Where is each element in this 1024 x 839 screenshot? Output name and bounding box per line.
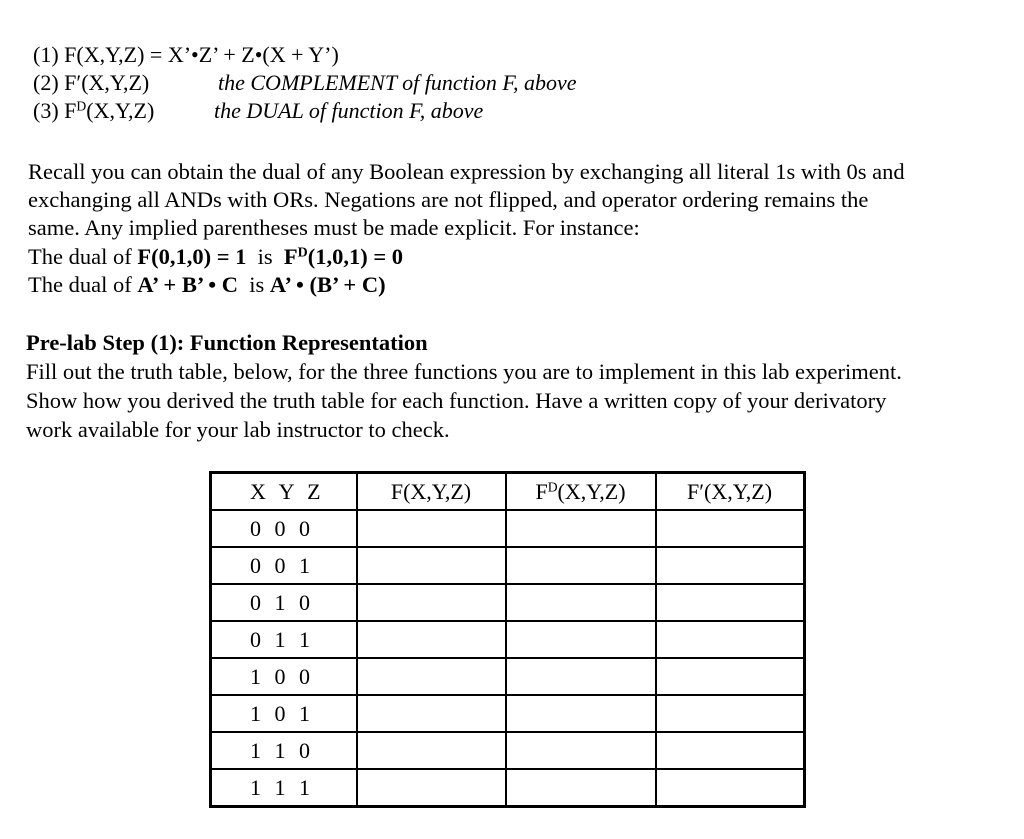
input-cell: 1 1 1	[211, 769, 357, 807]
dual-cell[interactable]	[506, 658, 656, 695]
function-number: (3)	[33, 98, 59, 123]
input-cell: 1 1 0	[211, 732, 357, 769]
dual-cell[interactable]	[506, 510, 656, 547]
function-def-2	[33, 70, 577, 96]
complement-cell[interactable]	[656, 695, 805, 732]
prelab-line-2: Show how you derived the truth table for each function. Have a written copy of your derivatory	[26, 388, 887, 413]
complement-cell[interactable]	[656, 769, 805, 807]
table-row	[211, 584, 805, 621]
dual-example-1: The dual of F(0,1,0) = 1 is $F^D(1,0,1) = 0$	[28, 244, 404, 269]
function-expression: = X’•Z’ + Z•(X + Y’)	[149, 42, 339, 67]
f-cell[interactable]	[357, 769, 506, 807]
function-description: the COMPLEMENT of function F, above	[218, 70, 577, 95]
input-cell: 0 1 1	[211, 621, 357, 658]
header-dual: $F^D(X,Y,Z)$	[506, 473, 656, 511]
dual-cell[interactable]	[506, 732, 656, 769]
table-row	[211, 695, 805, 732]
f-cell[interactable]	[357, 621, 506, 658]
function-def-1	[33, 42, 339, 68]
dual-cell[interactable]	[506, 695, 656, 732]
function-number: (2)	[33, 70, 59, 95]
table-row	[211, 510, 805, 547]
dual-cell[interactable]	[506, 547, 656, 584]
example-lhs: F(0,1,0) = 1	[137, 244, 247, 269]
table-row	[211, 547, 805, 584]
input-cell: 0 0 1	[211, 547, 357, 584]
input-cell: 0 0 0	[211, 510, 357, 547]
example-lhs: A’ + B’ • C	[137, 272, 239, 297]
example-rhs: $F^D(1,0,1) = 0$	[283, 244, 404, 269]
prelab-line-1: Fill out the truth table, below, for the three functions you are to implement in this lab experiment.	[26, 359, 902, 384]
f-cell[interactable]	[357, 584, 506, 621]
recall-line-2: exchanging all ANDs with ORs. Negations are not flipped, and operator ordering remains the	[28, 187, 869, 212]
complement-cell[interactable]	[656, 658, 805, 695]
f-cell[interactable]	[357, 695, 506, 732]
recall-line-1: Recall you can obtain the dual of any Boolean expression by exchanging all literal 1s with 0s and	[28, 159, 905, 184]
example-rhs: A’ • (B’ + C)	[269, 272, 386, 297]
input-cell: 1 0 0	[211, 658, 357, 695]
table-row	[211, 769, 805, 807]
header-f: F(X,Y,Z)	[357, 473, 506, 511]
dual-cell[interactable]	[506, 621, 656, 658]
header-complement: F′(X,Y,Z)	[656, 473, 805, 511]
table-row	[211, 621, 805, 658]
f-cell[interactable]	[357, 732, 506, 769]
function-description: the DUAL of function F, above	[214, 98, 484, 123]
function-name: $F^D(X,Y,Z)$	[64, 98, 155, 123]
dual-cell[interactable]	[506, 769, 656, 807]
function-def-3	[33, 98, 484, 124]
dual-cell[interactable]	[506, 584, 656, 621]
header-inputs: X Y Z	[211, 473, 357, 511]
input-cell: 1 0 1	[211, 695, 357, 732]
complement-cell[interactable]	[656, 584, 805, 621]
f-cell[interactable]	[357, 658, 506, 695]
table-header-row	[211, 473, 805, 511]
f-cell[interactable]	[357, 547, 506, 584]
complement-cell[interactable]	[656, 621, 805, 658]
dual-example-2: The dual of A’ + B’ • C is A’ • (B’ + C)	[28, 272, 386, 297]
recall-line-3: same. Any implied parentheses must be made explicit. For instance:	[28, 215, 640, 240]
truth-table	[209, 471, 806, 808]
f-cell[interactable]	[357, 510, 506, 547]
section-heading: Pre-lab Step (1): Function Representation	[26, 330, 428, 355]
complement-cell[interactable]	[656, 510, 805, 547]
function-name: F(X,Y,Z)	[64, 42, 145, 67]
function-name: F′(X,Y,Z)	[64, 70, 150, 95]
complement-cell[interactable]	[656, 547, 805, 584]
function-number: (1)	[33, 42, 59, 67]
prelab-line-3: work available for your lab instructor to check.	[26, 417, 450, 442]
complement-cell[interactable]	[656, 732, 805, 769]
input-cell: 0 1 0	[211, 584, 357, 621]
table-row	[211, 658, 805, 695]
table-row	[211, 732, 805, 769]
